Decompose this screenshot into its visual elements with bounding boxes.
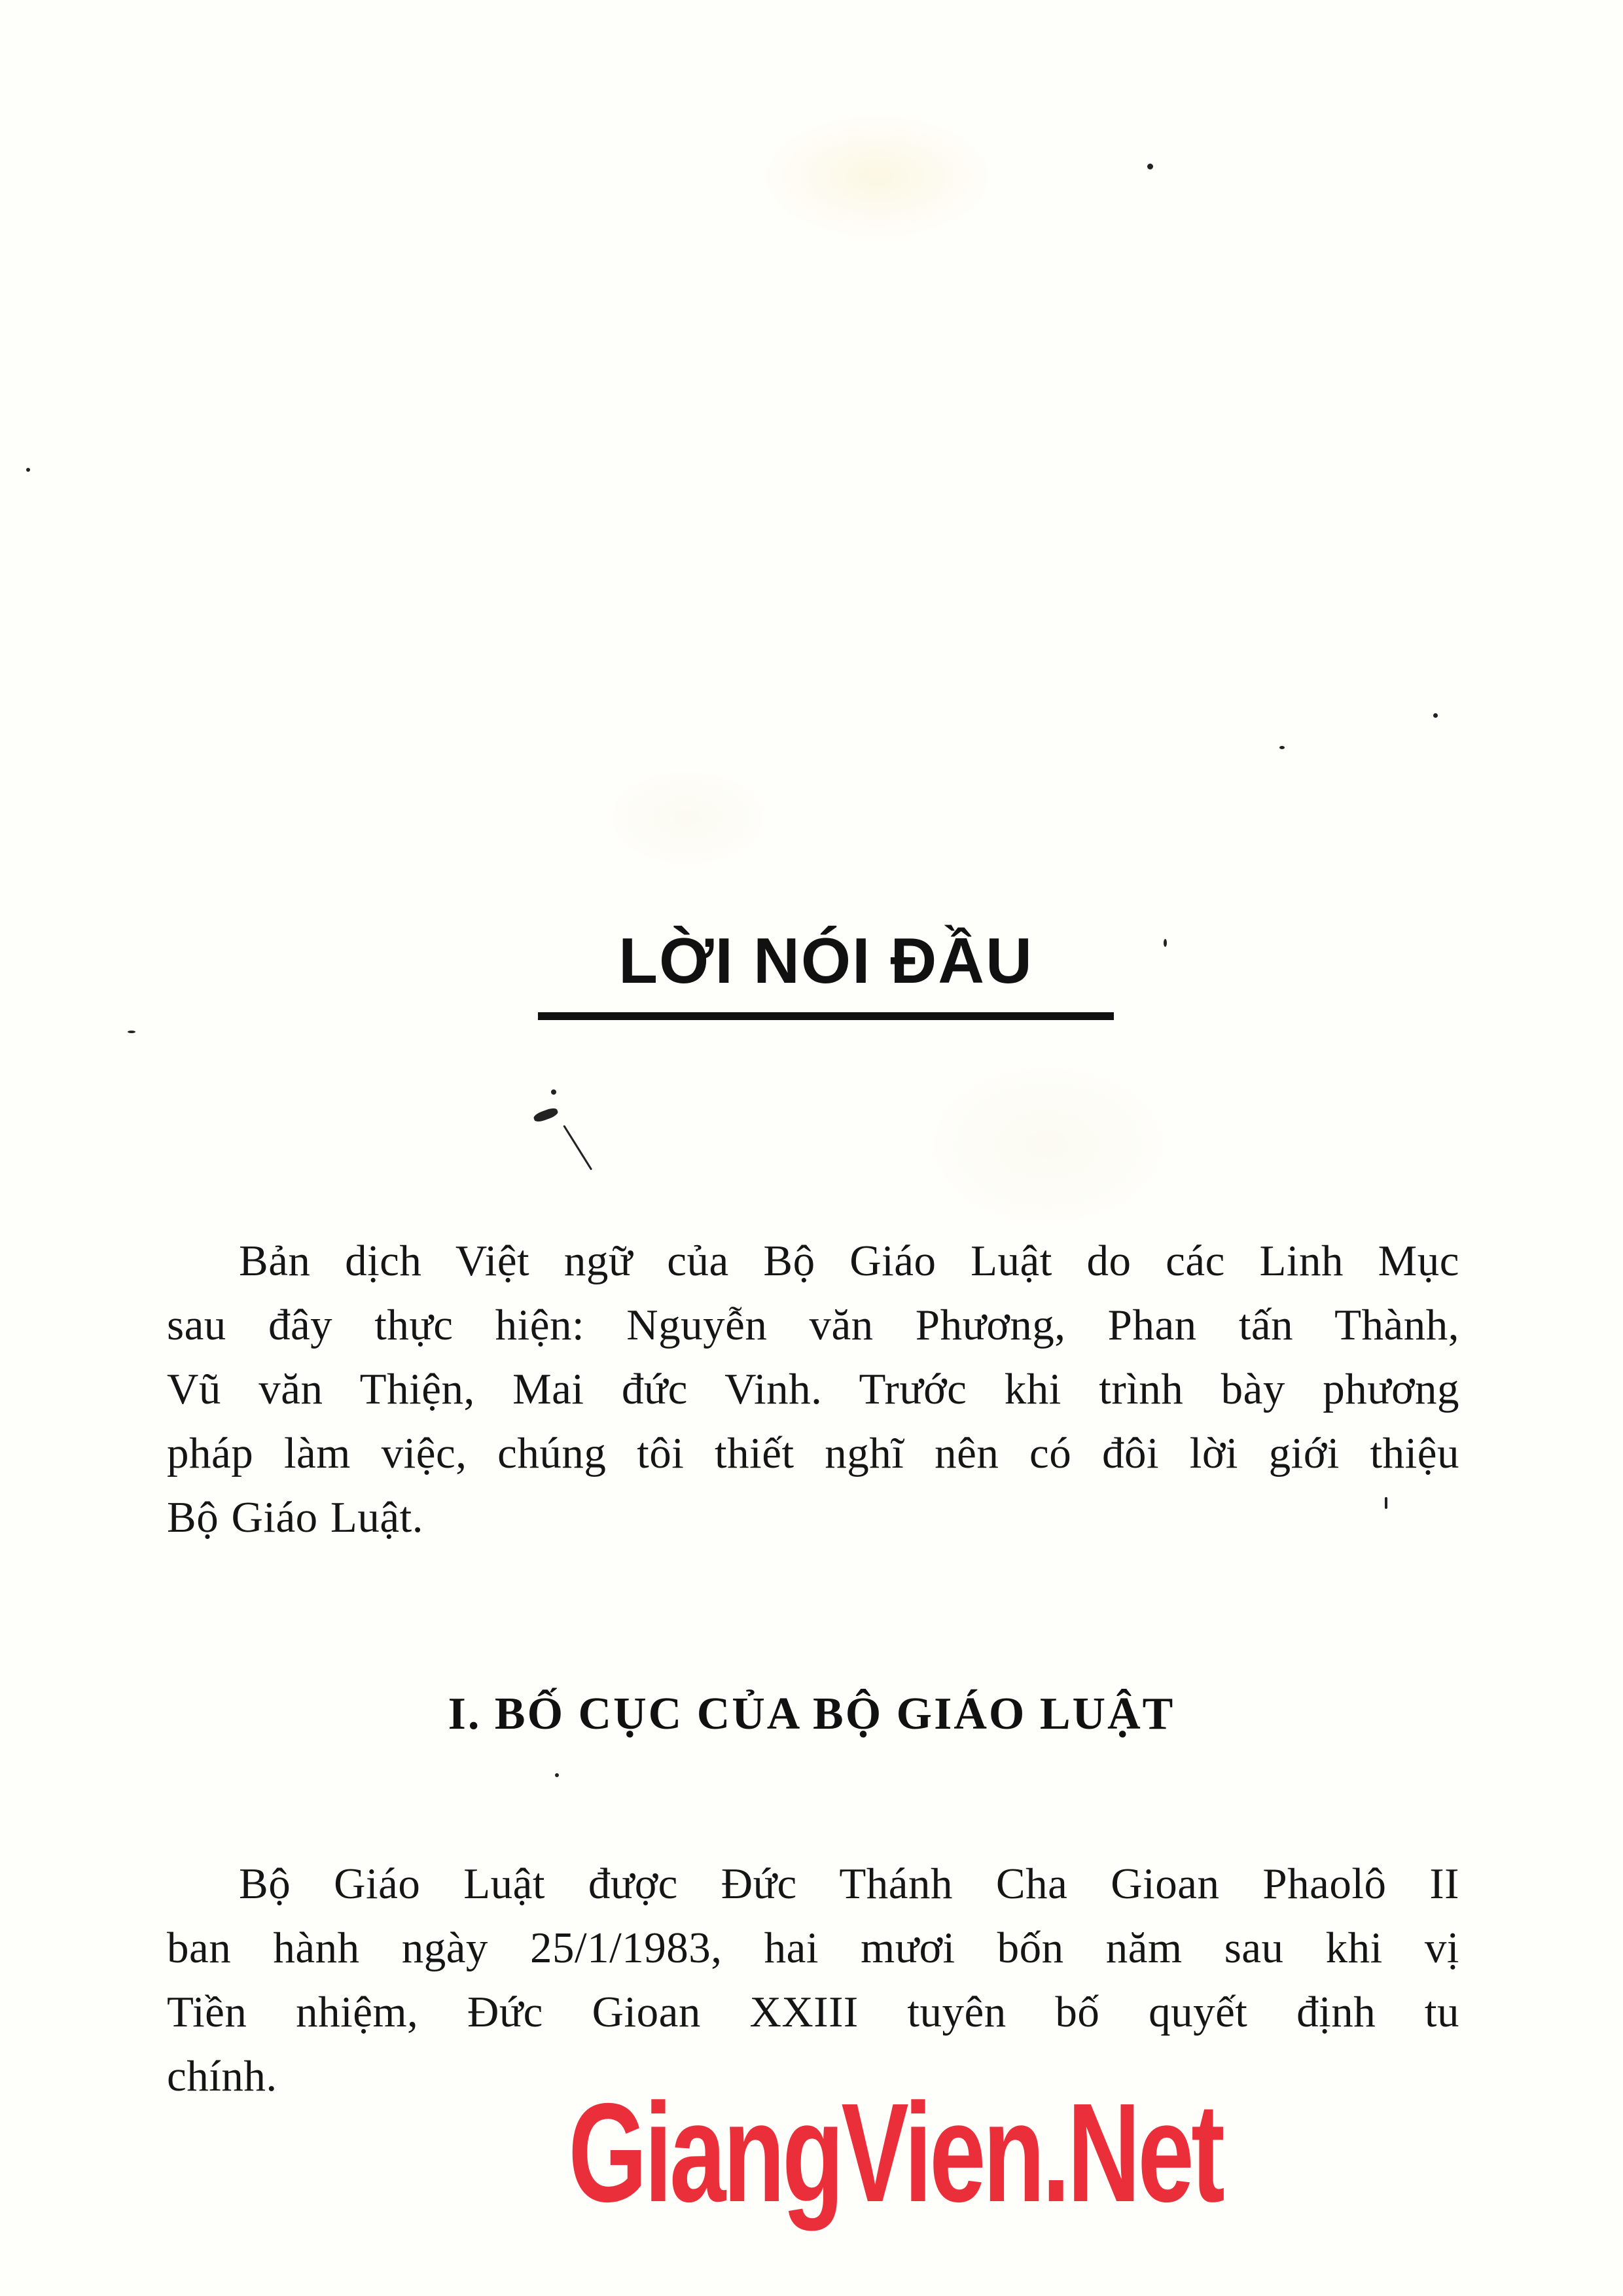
paragraph-line: ban hành ngày 25/1/1983, hai mươi bốn năm sau khi vị: [167, 1924, 1459, 1972]
scan-speck: [1147, 164, 1153, 169]
paragraph-line: Tiền nhiệm, Đức Gioan XXIII tuyên bố quyết định tu: [167, 1988, 1459, 2036]
scan-speck: [1279, 746, 1285, 749]
section-paragraph: [167, 1852, 1459, 2108]
scan-speck: [1164, 939, 1167, 947]
section-heading: I. BỐ CỤC CỦA BỘ GIÁO LUẬT: [448, 1689, 1175, 1739]
scan-speck: [533, 1106, 559, 1123]
scan-speck: [551, 1089, 556, 1095]
scan-speck: [555, 1773, 559, 1777]
scan-speck: [563, 1125, 592, 1170]
intro-paragraph: [167, 1229, 1459, 1549]
scan-speck: [1433, 713, 1438, 718]
paragraph-line: Bộ Giáo Luật được Đức Thánh Cha Gioan Phaolô II: [239, 1860, 1459, 1908]
paragraph-line: sau đây thực hiện: Nguyễn văn Phương, Phan tấn Thành,: [167, 1301, 1459, 1349]
scan-speck: [26, 468, 30, 472]
page-title: LỜI NÓI ĐẦU: [618, 925, 1033, 997]
paragraph-line: Bản dịch Việt ngữ của Bộ Giáo Luật do các Linh Mục: [239, 1237, 1459, 1285]
watermark-logo: GiangVien.Net: [568, 2074, 1222, 2231]
paragraph-line: pháp làm việc, chúng tôi thiết nghĩ nên có đôi lời giới thiệu: [167, 1429, 1459, 1477]
paragraph-line: Vũ văn Thiện, Mai đức Vinh. Trước khi trình bày phương: [167, 1365, 1459, 1413]
paragraph-line: chính.: [167, 2052, 277, 2100]
scan-speck: [128, 1031, 135, 1033]
paragraph-line: Bộ Giáo Luật.: [167, 1493, 423, 1542]
title-underline: [538, 1012, 1114, 1020]
